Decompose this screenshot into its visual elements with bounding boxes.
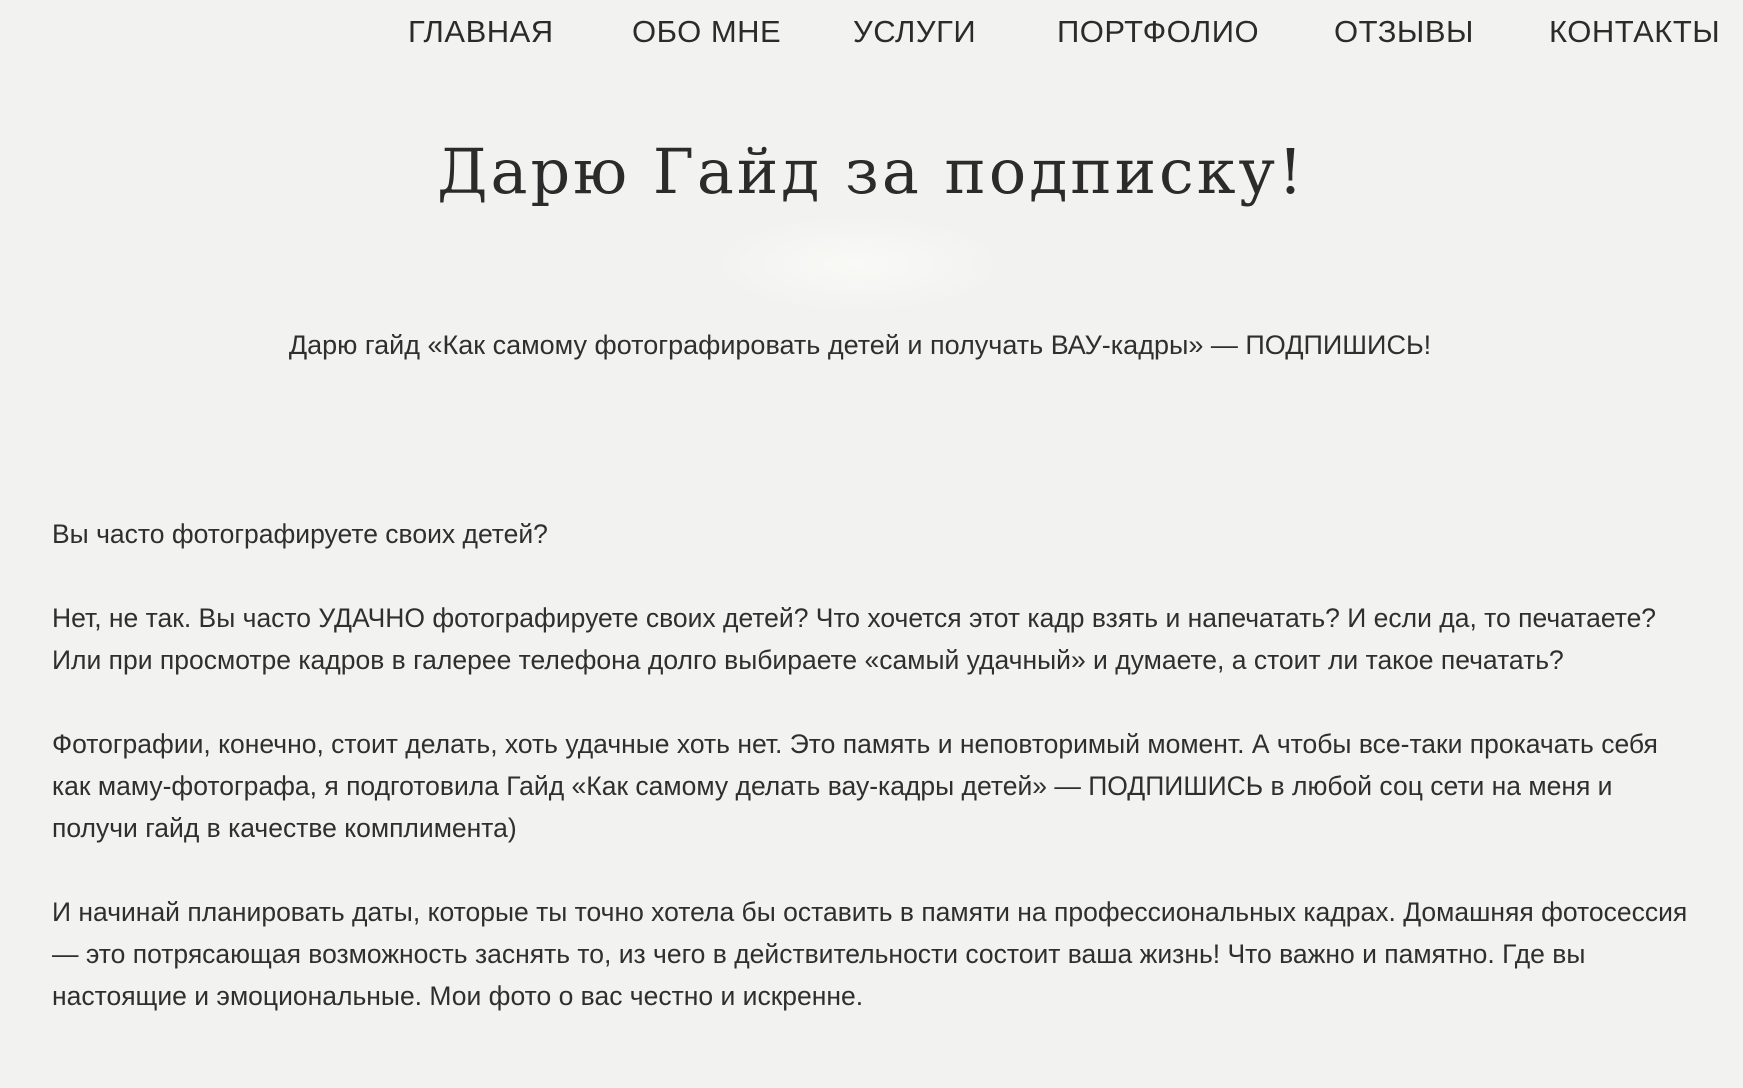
paragraph-intro: Нет, не так. Вы часто УДАЧНО фотографируете своих детей? Что хочется этот кадр взять и напечатать? И если да, то печатаете? Или при просмотре кадров в галерее телефона долго выбираете «самый удачный» и думаете, а стоит ли такое печатать? — [52, 603, 1657, 675]
nav-link-home[interactable]: ГЛАВНАЯ — [408, 14, 554, 49]
paragraph-photoshoot: И начинай планировать даты, которые ты точно хотела бы оставить в памяти на профессиональных кадрах. Домашняя фотосессия — это потрясающая возможность заснять то, из чего в действительности состоит ваша жизнь! Что важно и памятно. Где вы настоящие и эмоциональные. Мои фото о вас честно и искренне. — [52, 897, 1688, 1011]
paragraph-guide-offer: Фотографии, конечно, стоит делать, хоть удачные хоть нет. Это память и неповторимый момент. А чтобы все-таки прокачать себя как маму-фотографа, я подготовила Гайд «Как самому делать вау-кадры детей» — ПОДПИШИСЬ в любой соц сети на меня и получи гайд в качестве комплимента) — [52, 729, 1658, 843]
nav-link-contacts[interactable]: КОНТАКТЫ — [1549, 14, 1721, 49]
nav-link-about[interactable]: ОБО МНЕ — [632, 14, 782, 49]
top-navigation — [0, 14, 1743, 54]
hero-subtitle: Дарю гайд «Как самому фотографировать детей и получать ВАУ-кадры» — ПОДПИШИСЬ! — [288, 330, 1432, 360]
page-title: Дарю Гайд за подписку! — [437, 135, 1306, 208]
decorative-glow — [708, 214, 1008, 314]
paragraph-question: Вы часто фотографируете своих детей? — [52, 519, 548, 549]
nav-link-services[interactable]: УСЛУГИ — [853, 14, 977, 49]
nav-link-reviews[interactable]: ОТЗЫВЫ — [1334, 14, 1474, 49]
nav-link-portfolio[interactable]: ПОРТФОЛИО — [1057, 14, 1260, 49]
article-body — [52, 513, 1692, 1059]
